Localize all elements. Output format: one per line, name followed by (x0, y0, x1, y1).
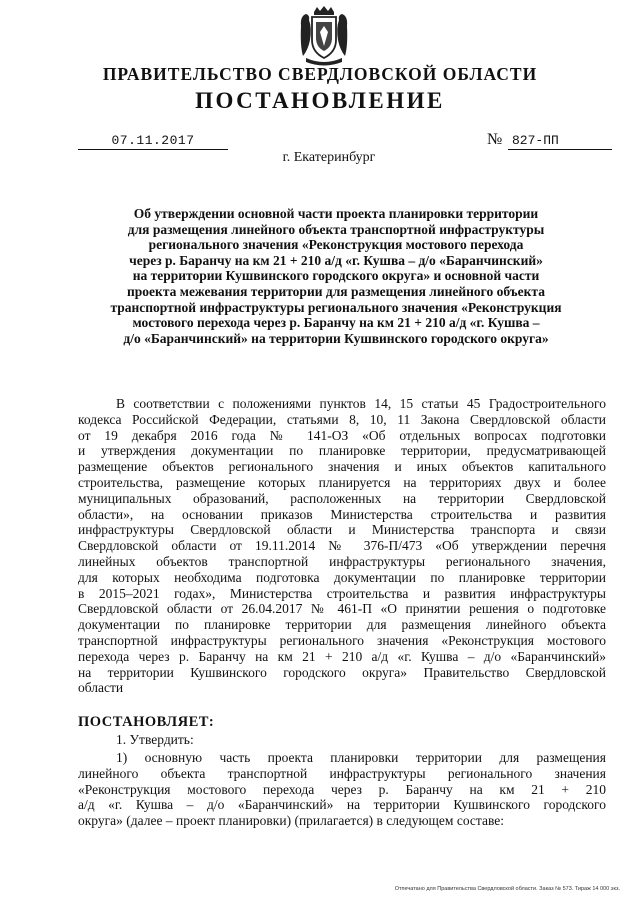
decree-word: ПОСТАНОВЛЯЕТ: (78, 714, 215, 730)
document-type: ПОСТАНОВЛЕНИЕ (195, 88, 445, 113)
body-line: Свердловской области от 19.11.2014 № 376-П/473 «Об утверждении перечня (78, 538, 606, 554)
body-line: области (78, 680, 124, 696)
body-line: В соответствии с положениями пунктов 14, 15 статьи 45 Градостроительного (116, 396, 606, 411)
body-line: строительства, размещение которых планируется на территориях двух и более (78, 474, 606, 490)
body-line: документации по планировке территории для размещения линейного объекта (78, 617, 606, 633)
body-line: транспортной инфраструктуры регионального значения «Реконструкция мостового (78, 632, 606, 648)
print-footer: Отпечатано для Правительства Свердловской области. Заказ № 573. Тираж 14 000 экз. (394, 886, 620, 892)
body-line: и утверждения документации по планировке территории, предусматривающей (78, 443, 606, 459)
body-line: линейных объектов транспортной инфраструктуры регионального значения, (78, 553, 606, 569)
body-line: Свердловской области от 26.04.2017 № 461-П «О принятии решения о подготовке (78, 601, 606, 617)
body-line: для которых необходима подготовка документации по планировке территории (78, 569, 606, 585)
body-line: инфраструктуры Свердловской области и Министерства транспорта и связи (78, 522, 606, 538)
number-label: № (487, 131, 503, 148)
body-line: кодекса Российской Федерации, статьями 8, 10, 11 Закона Свердловской области (78, 411, 606, 427)
body-line: линейного объекта транспортной инфраструктуры регионального значения (78, 765, 606, 781)
subject-line: транспортной инфраструктуры регионального значения «Реконструкция (110, 299, 562, 315)
body-line: «Реконструкция мостового перехода через р. Баранчу на км 21 + 210 (78, 781, 606, 797)
government-title: ПРАВИТЕЛЬСТВО СВЕРДЛОВСКОЙ ОБЛАСТИ (102, 64, 538, 84)
subject-line: Об утверждении основной части проекта планировки территории (133, 206, 539, 221)
body-line: от 19 декабря 2016 года № 141-ОЗ «Об отдельных вопросах подготовки (78, 427, 606, 443)
document-number: 827-ПП (508, 133, 612, 150)
body-line: а/д «г. Кушва – д/о «Баранчинский» на территории Кушвинского городского (78, 797, 606, 813)
body-line: перехода через р. Баранчу на км 21 + 210 а/д «г. Кушва – д/о «Баранчинский» (78, 648, 606, 664)
subject-line: мостового перехода через р. Баранчу на км 21 + 210 а/д «г. Кушва – (132, 315, 540, 331)
document-subject (72, 206, 600, 346)
item-1-heading: 1. Утвердить: (116, 732, 194, 747)
coat-of-arms-icon (298, 6, 350, 68)
document-date: 07.11.2017 (78, 133, 228, 150)
body-line: 1) основную часть проекта планировки территории для размещения (116, 750, 606, 765)
body-line: области», на основании приказов Министерства строительства и развития (78, 506, 606, 522)
subject-line: для размещения линейного объекта транспортной инфраструктуры (127, 221, 545, 237)
body-line: на территории Кушвинского городского округа» Правительство Свердловской (78, 664, 606, 680)
subject-line: проекта межевания территории для размещения линейного объекта (127, 283, 545, 299)
item-1-paragraph (78, 750, 606, 829)
subject-line: д/о «Баранчинский» на территории Кушвинского городского округа» (123, 330, 549, 346)
subject-line: регионального значения «Реконструкция мостового перехода (148, 237, 524, 253)
body-line: размещение объектов регионального значения и иных объектов капитального (78, 459, 606, 475)
subject-line: через р. Баранчу на км 21 + 210 а/д «г. Кушва – д/о «Баранчинский» (129, 252, 543, 268)
city-name: г. Екатеринбург (282, 150, 376, 165)
body-line: округа» (далее – проект планировки) (прилагается) в следующем составе: (78, 813, 504, 829)
preamble-paragraph (78, 396, 606, 696)
body-line: в 2015–2021 годах», Министерства строительства и развития инфраструктуры (78, 585, 606, 601)
subject-line: на территории Кушвинского городского округа» и основной части (132, 268, 540, 284)
body-line: муниципальных образований, расположенных на территории Свердловской (78, 490, 606, 506)
